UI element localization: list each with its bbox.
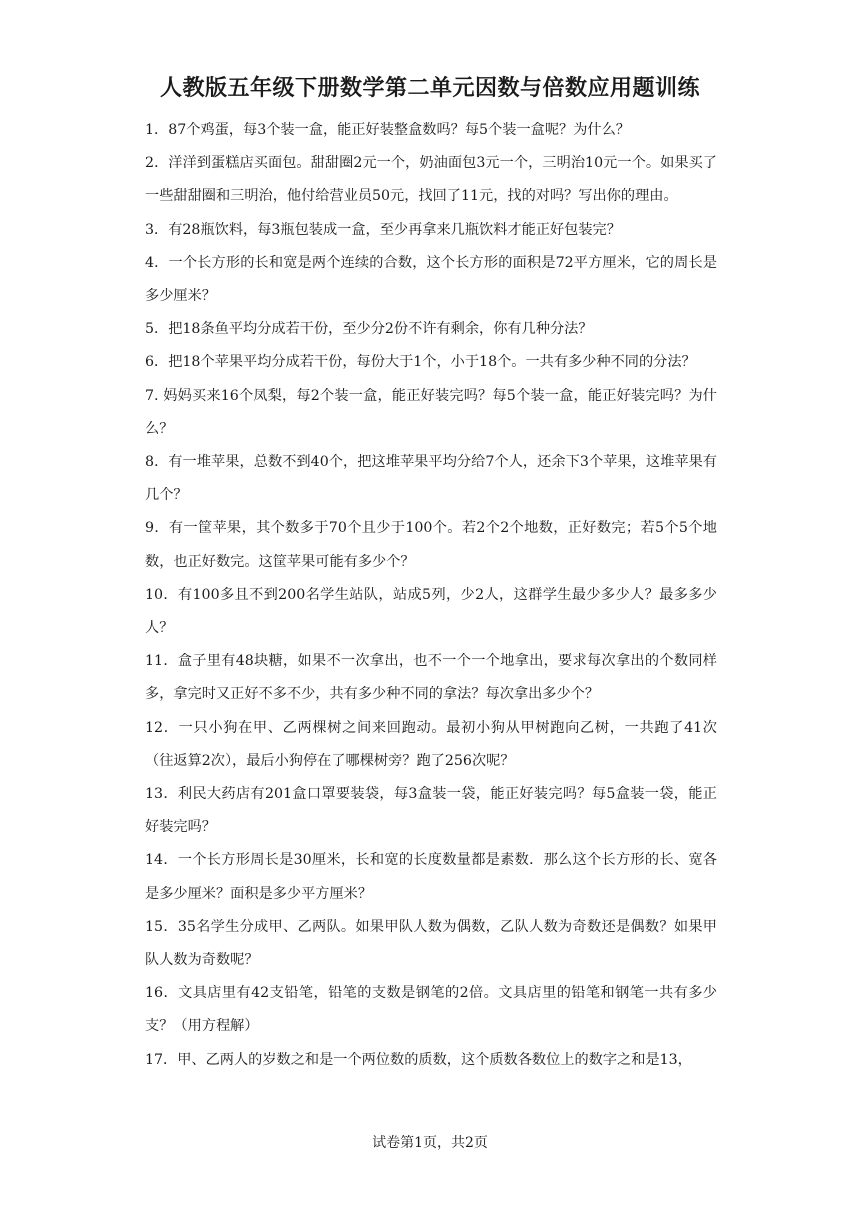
question-item: 2．洋洋到蛋糕店买面包。甜甜圈2元一个，奶油面包3元一个，三明治10元一个。如果买了一些甜甜圈和三明治，他付给营业员50元，找回了11元，找的对吗？写出你的理由。 <box>145 155 717 205</box>
question-item: 13．利民大药店有201盒口罩要装袋，每3盒装一袋，能正好装完吗？每5盒装一袋，能正好装完吗？ <box>145 786 717 836</box>
question-item: 4．一个长方形的长和宽是两个连续的合数，这个长方形的面积是72平方厘米，它的周长是多少厘米？ <box>145 254 717 305</box>
question-item: 15．35名学生分成甲、乙两队。如果甲队人数为偶数，乙队人数为奇数还是偶数？如果甲队人数为奇数呢？ <box>145 918 717 969</box>
question-list <box>145 114 717 1077</box>
question-item: 11．盒子里有48块糖，如果不一次拿出，也不一个一个地拿出，要求每次拿出的个数同样多，拿完时又正好不多不少，共有多少种不同的拿法？每次拿出多少个？ <box>145 653 717 703</box>
question-item: 9．有一筐苹果，其个数多于70个且少于100个。若2个2个地数，正好数完；若5个5个地数，也正好数完。这筐苹果可能有多少个？ <box>145 520 717 570</box>
question-item: 14．一个长方形周长是30厘米，长和宽的长度数量都是素数．那么这个长方形的长、宽各是多少厘米？面积是多少平方厘米？ <box>145 852 717 902</box>
question-item: 5．把18条鱼平均分成若干份，至少分2份不许有剩余，你有几种分法？ <box>145 321 593 338</box>
question-item: 7. 妈妈买来16个凤梨，每2个装一盒，能正好装完吗？每5个装一盒，能正好装完吗？为什么？ <box>145 387 717 437</box>
document-title: 人教版五年级下册数学第二单元因数与倍数应用题训练 <box>159 75 700 101</box>
page-footer: 试卷第1页，共2页 <box>372 1135 488 1151</box>
question-item: 8．有一堆苹果，总数不到40个，把这堆苹果平均分给7个人，还余下3个苹果，这堆苹果有几个？ <box>145 454 717 504</box>
question-item: 10．有100多且不到200名学生站队，站成5列，少2人，这群学生最少多少人？最多多少人？ <box>145 586 717 637</box>
question-item: 17．甲、乙两人的岁数之和是一个两位数的质数，这个质数各数位上的数字之和是13， <box>145 1051 692 1068</box>
question-item: 1．87个鸡蛋，每3个装一盒，能正好装整盒数吗？每5个装一盒呢？为什么？ <box>145 122 630 138</box>
question-item: 3．有28瓶饮料，每3瓶包装成一盒，至少再拿来几瓶饮料才能正好包装完？ <box>145 221 621 238</box>
question-item: 6．把18个苹果平均分成若干份，每份大于1个，小于18个。一共有多少种不同的分法？ <box>145 354 696 371</box>
question-item: 12．一只小狗在甲、乙两棵树之间来回跑动。最初小狗从甲树跑向乙树，一共跑了41次（往返算2次），最后小狗停在了哪棵树旁？跑了256次呢？ <box>145 719 717 769</box>
question-item: 16．文具店里有42支铅笔，铅笔的支数是钢笔的2倍。文具店里的铅笔和钢笔一共有多少支？（用方程解） <box>145 985 717 1035</box>
